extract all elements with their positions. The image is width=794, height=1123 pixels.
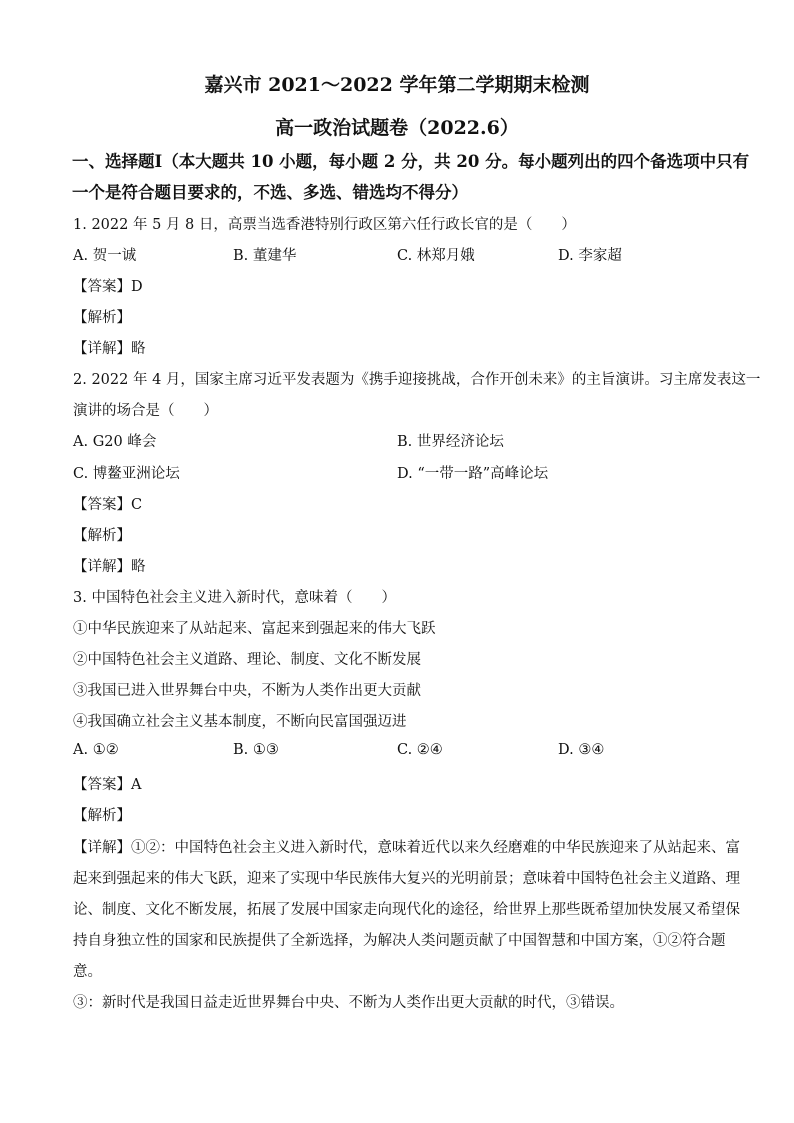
question-3-item-3: ③我国已进入世界舞台中央，不断为人类作出更大贡献 — [73, 683, 421, 699]
question-2-option-c: C. 博鳌亚洲论坛 — [73, 466, 180, 482]
question-2-option-a: A. G20 峰会 — [73, 434, 157, 450]
question-2-option-b: B. 世界经济论坛 — [397, 434, 504, 450]
question-2-analysis: 【解析】 — [73, 528, 131, 544]
question-1-option-a: A. 贺一诚 — [73, 248, 137, 264]
question-3-item-2: ②中国特色社会主义道路、理论、制度、文化不断发展 — [73, 652, 421, 668]
question-3-detail-line-1: 【详解】①②：中国特色社会主义进入新时代，意味着近代以来久经磨难的中华民族迎来了从站起来、富 — [73, 840, 740, 856]
question-3-analysis: 【解析】 — [73, 808, 131, 824]
question-3-option-b: B. ①③ — [233, 742, 279, 758]
question-2-stem-line-2: 演讲的场合是（ ） — [73, 403, 218, 419]
question-2-stem-line-1: 2. 2022 年 4 月，国家主席习近平发表题为《携手迎接挑战，合作开创未来》的主旨演讲。习主席发表这一 — [73, 372, 761, 388]
question-3-option-a: A. ①② — [73, 742, 119, 758]
question-3-detail-line-3: 论、制度、文化不断发展，拓展了发展中国家走向现代化的途径，给世界上那些既希望加快发展又希望保 — [73, 902, 740, 918]
question-1-option-d: D. 李家超 — [558, 248, 622, 264]
question-3-detail-line-2: 起来到强起来的伟大飞跃，迎来了实现中华民族伟大复兴的光明前景；意味着中国特色社会主义道路、理 — [73, 871, 740, 887]
question-3-detail-line-6: ③：新时代是我国日益走近世界舞台中央、不断为人类作出更大贡献的时代，③错误。 — [73, 995, 624, 1011]
question-1-option-b: B. 董建华 — [233, 248, 297, 264]
question-1-stem: 1. 2022 年 5 月 8 日，高票当选香港特别行政区第六任行政长官的是（ ） — [73, 217, 576, 233]
question-3-option-c: C. ②④ — [397, 742, 443, 758]
section-heading-line-1: 一、选择题Ⅰ（本大题共 10 小题，每小题 2 分，共 20 分。每小题列出的四个备选项中只有 — [72, 152, 750, 171]
question-3-answer: 【答案】A — [73, 777, 142, 793]
question-3-detail-line-4: 持自身独立性的国家和民族提供了全新选择，为解决人类问题贡献了中国智慧和中国方案，①②符合题 — [73, 933, 726, 949]
question-1-option-c: C. 林郑月娥 — [397, 248, 475, 264]
question-3-option-d: D. ③④ — [558, 742, 605, 758]
section-heading-line-2: 一个是符合题目要求的，不选、多选、错选均不得分） — [72, 183, 468, 202]
question-3-stem: 3. 中国特色社会主义进入新时代，意味着（ ） — [73, 590, 396, 606]
question-3-item-1: ①中华民族迎来了从站起来、富起来到强起来的伟大飞跃 — [73, 621, 436, 637]
question-2-detail: 【详解】略 — [73, 559, 146, 575]
question-3-item-4: ④我国确立社会主义基本制度，不断向民富国强迈进 — [73, 714, 407, 730]
question-3-detail-line-5: 意。 — [73, 964, 102, 980]
question-1-detail: 【详解】略 — [73, 341, 146, 357]
question-1-analysis: 【解析】 — [73, 310, 131, 326]
document-title: 嘉兴市 2021～2022 学年第二学期期末检测 — [204, 74, 590, 96]
question-1-answer: 【答案】D — [73, 279, 143, 295]
question-2-answer: 【答案】C — [73, 497, 143, 513]
document-subtitle: 高一政治试题卷（2022.6） — [275, 117, 519, 139]
question-2-option-d: D. “一带一路”高峰论坛 — [397, 466, 549, 482]
